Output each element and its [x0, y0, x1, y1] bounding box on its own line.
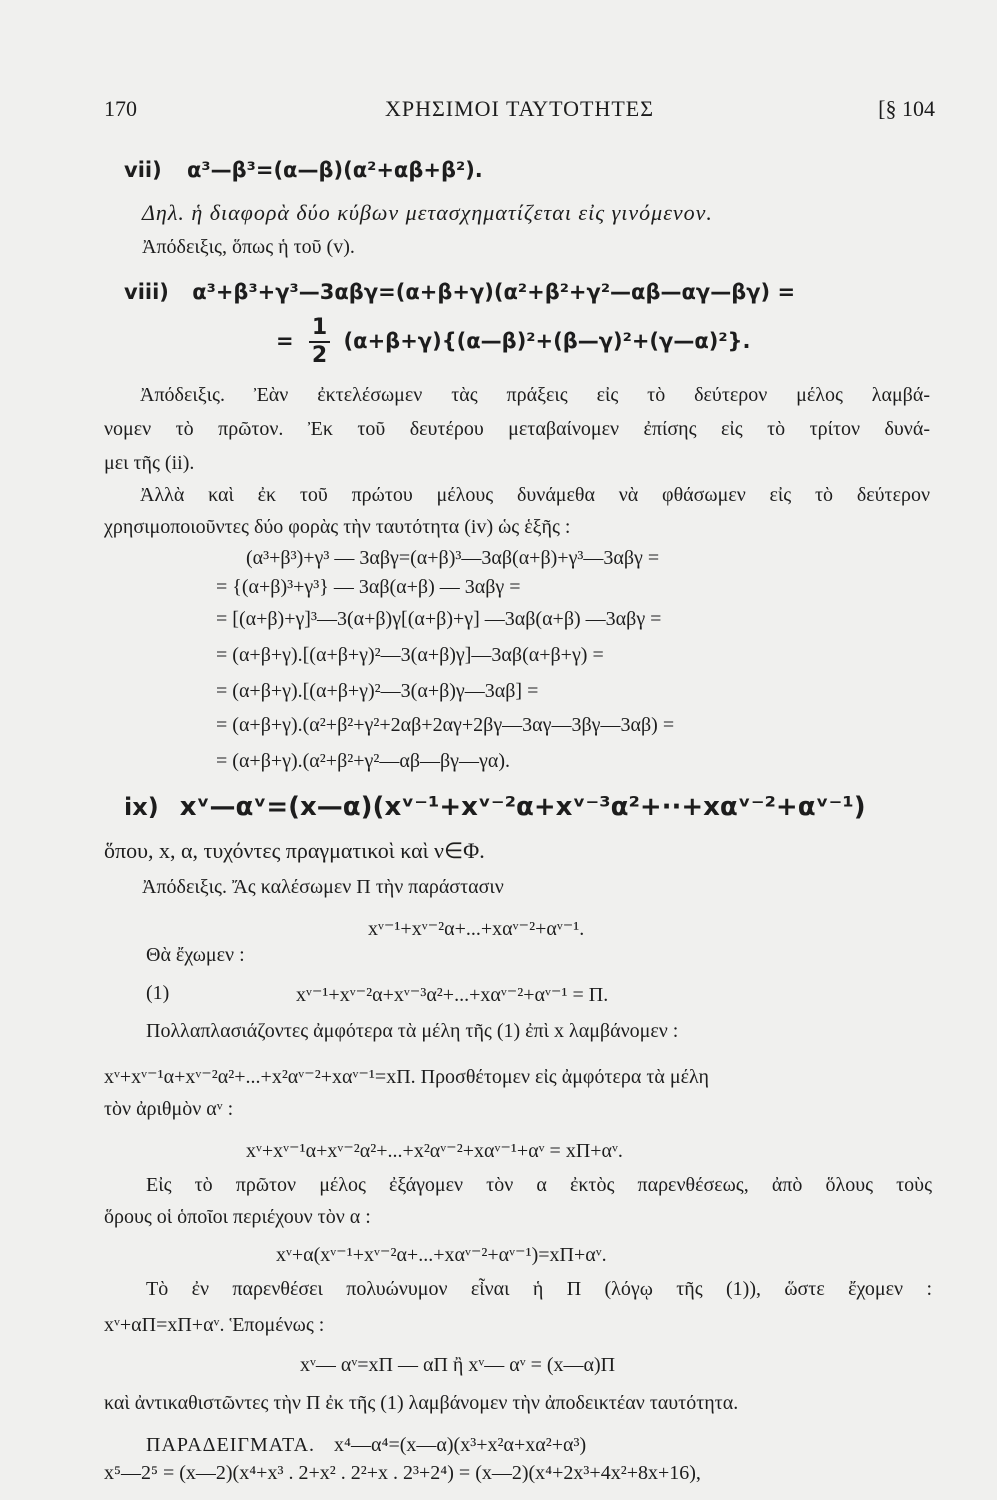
derivation-step-4: = (α+β+γ).[(α+β+γ)²—3(α+β)γ]—3αβ(α+β+γ) = [216, 644, 604, 666]
equation-1-label: (1) [146, 982, 170, 1004]
equation-2-line: xᵛ+xᵛ⁻¹α+xᵛ⁻²α²+...+x²αᵛ⁻²+xαᵛ⁻¹=xΠ. Προσθέτομεν εἰς ἀμφότερα τὰ μέλη [104, 1066, 709, 1088]
polynomial-sentence-line-2: xᵛ+αΠ=xΠ+αᵛ. Ἑπομένως : [104, 1314, 325, 1336]
identity-ix [124, 792, 866, 822]
proof-viii-line-2: νομεν τὸ πρῶτον. Ἐκ τοῦ δευτέρου μεταβαίνομεν ἐπίσης εἰς τὸ τρίτον δυνά- [104, 418, 930, 440]
identity-vii-formula: α³—β³=(α—β)(α²+αβ+β²). [187, 158, 483, 182]
derivation-step-1: (α³+β³)+γ³ — 3αβγ=(α+β)³—3αβ(α+β)+γ³—3αβγ = [246, 547, 660, 569]
equals-sign: = [276, 329, 294, 353]
proof-viii-line-3: μει τῆς (ii). [104, 452, 195, 474]
examples-line [146, 1434, 586, 1457]
polynomial-sentence-line-1: Τὸ ἐν παρενθέσει πολυώνυμον εἶναι ἡ Π (λόγῳ τῆς (1)), ὥστε ἔχομεν : [146, 1278, 932, 1300]
section-marker: [§ 104 [878, 96, 935, 121]
paragraph-viii-line-1: Ἀλλὰ καὶ ἐκ τοῦ πρώτου μέλους δυνάμεθα νὰ φθάσωμεν εἰς τὸ δεύτερον [140, 484, 930, 506]
paragraph-viii-line-2: χρησιμοποιοῦντες δύο φορὰς τὴν ταυτότητα (iv) ὡς ἑξῆς : [104, 516, 571, 538]
examples-title: ΠΑΡΑΔΕΙΓΜΑΤΑ. [146, 1434, 316, 1456]
identity-viii-formula-1: α³+β³+γ³—3αβγ=(α+β+γ)(α²+β²+γ²—αβ—αγ—βγ) = [192, 280, 796, 304]
identity-vii-proof: Ἀπόδειξις, ὅπως ἡ τοῦ (v). [142, 236, 355, 258]
equation-1: xᵛ⁻¹+xᵛ⁻²α+xᵛ⁻³α²+...+xαᵛ⁻²+αᵛ⁻¹ = Π. [296, 984, 609, 1006]
identity-ix-conditions: ὅπου, x, α, τυχόντες πραγματικοὶ καὶ ν∈Φ. [104, 838, 485, 863]
final-sentence: καὶ ἀντικαθιστῶντες τὴν Π ἐκ τῆς (1) λαμβάνομεν τὴν ἀποδεικτέαν ταυτότητα. [104, 1392, 739, 1414]
example-1: x⁴—α⁴=(x—α)(x³+x²α+xα²+α³) [334, 1434, 587, 1456]
running-title: ΧΡΗΣΙΜΟΙ ΤΑΥΤΟΤΗΤΕΣ [384, 96, 655, 121]
identity-vii-label: vii) [124, 158, 162, 182]
derivation-step-2: = {(α+β)³+γ³} — 3αβ(α+β) — 3αβγ = [216, 576, 521, 598]
identity-ix-formula: xᵛ—αᵛ=(x—α)(xᵛ⁻¹+xᵛ⁻²α+xᵛ⁻³α²+··+xαᵛ⁻²+αᵛ⁻¹) [179, 792, 866, 822]
identity-ix-label: ix) [124, 793, 159, 821]
derivation-step-7: = (α+β+γ).(α²+β²+γ²—αβ—βγ—γα). [216, 750, 510, 772]
derivation-step-5: = (α+β+γ).[(α+β+γ)²—3(α+β)γ—3αβ] = [216, 680, 539, 702]
page-header [104, 96, 935, 128]
fraction-numerator: 1 [309, 315, 330, 343]
identity-viii-formula-2: (α+β+γ){(α—β)²+(β—γ)²+(γ—α)²}. [343, 329, 751, 353]
equation-3: xᵛ+xᵛ⁻¹α+xᵛ⁻²α²+...+x²αᵛ⁻²+xαᵛ⁻¹+αᵛ = xΠ+αᵛ. [246, 1140, 623, 1162]
equation-4: xᵛ+α(xᵛ⁻¹+xᵛ⁻²α+...+xαᵛ⁻²+αᵛ⁻¹)=xΠ+αᵛ. [276, 1244, 607, 1266]
example-2: x⁵—2⁵ = (x—2)(x⁴+x³ . 2+x² . 2²+x . 2³+2⁴) = (x—2)(x⁴+2x³+4x²+8x+16), [104, 1462, 701, 1484]
identity-viii-label: viii) [124, 280, 169, 304]
identity-viii-formula-2-row [276, 315, 750, 369]
derivation-step-3: = [(α+β)+γ]³—3(α+β)γ[(α+β)+γ] —3αβ(α+β) —3αβγ = [216, 608, 662, 630]
we-will-have: Θὰ ἔχωμεν : [146, 944, 245, 966]
fraction-denominator: 2 [311, 343, 328, 368]
factor-sentence-line-1: Εἰς τὸ πρῶτον μέλος ἐξάγομεν τὸν α ἐκτὸς παρενθέσεως, ἀπὸ ὅλους τοὺς [146, 1174, 932, 1196]
expression-P: xᵛ⁻¹+xᵛ⁻²α+...+xαᵛ⁻²+αᵛ⁻¹. [368, 918, 585, 940]
equation-5: xᵛ— αᵛ=xΠ — αΠ ἢ xᵛ— αᵛ = (x—α)Π [300, 1354, 616, 1376]
proof-viii-line-1: Ἀπόδειξις. Ἐὰν ἐκτελέσωμεν τὰς πράξεις εἰς τὸ δεύτερον μέλος λαμβά- [140, 384, 930, 406]
factor-sentence-line-2: ὅρους οἱ ὁποῖοι περιέχουν τὸν α : [104, 1206, 371, 1228]
derivation-step-6: = (α+β+γ).(α²+β²+γ²+2αβ+2αγ+2βγ—3αγ—3βγ—3αβ) = [216, 714, 675, 736]
page-number: 170 [104, 96, 137, 121]
equation-2-continuation: τὸν ἀριθμὸν αᵛ : [104, 1098, 234, 1120]
half-fraction [309, 315, 330, 369]
identity-vii-statement: Δηλ. ἡ διαφορὰ δύο κύβων μετασχηματίζεται εἰς γινόμενον. [142, 200, 713, 225]
multiply-sentence: Πολλαπλασιάζοντες ἀμφότερα τὰ μέλη τῆς (1) ἐπὶ x λαμβάνομεν : [146, 1020, 679, 1042]
identity-vii [124, 158, 483, 182]
identity-viii [124, 280, 795, 304]
proof-ix-intro: Ἀπόδειξις. Ἄς καλέσωμεν Π τὴν παράστασιν [142, 876, 504, 898]
